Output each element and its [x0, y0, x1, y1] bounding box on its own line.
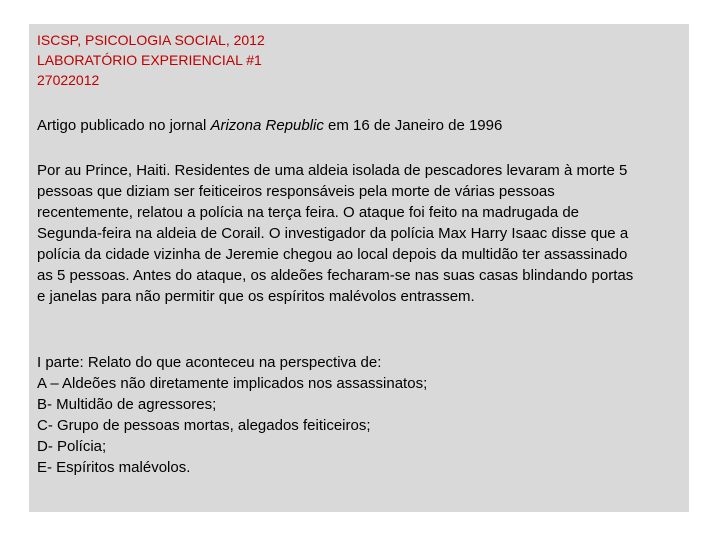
header-date-line: 27022012	[37, 72, 100, 88]
story-line: e janelas para não permitir que os espíritos malévolos entrassem.	[37, 288, 475, 305]
perspective-item: A – Aldeões não diretamente implicados nos assassinatos;	[37, 375, 428, 392]
intro-text-before: Artigo publicado no jornal	[37, 117, 211, 134]
perspective-item: E- Espíritos malévolos.	[37, 459, 191, 476]
header-lab-line: LABORATÓRIO EXPERIENCIAL #1	[37, 52, 262, 68]
header-course-line: ISCSP, PSICOLOGIA SOCIAL, 2012	[37, 32, 265, 48]
publication-name: Arizona Republic	[210, 117, 324, 134]
story-line: pessoas que diziam ser feiticeiros responsáveis pela morte de várias pessoas	[37, 183, 555, 200]
perspective-item: C- Grupo de pessoas mortas, alegados feiticeiros;	[37, 417, 371, 434]
header-block	[37, 30, 689, 90]
perspective-item: D- Polícia;	[37, 438, 107, 455]
news-story	[37, 160, 689, 307]
story-line: Segunda-feira na aldeia de Corail. O investigador da polícia Max Harry Isaac disse que a	[37, 225, 629, 242]
story-line: recentemente, relatou a polícia na terça feira. O ataque foi feito na madrugada de	[37, 204, 580, 221]
story-line: polícia da cidade vizinha de Jeremie chegou ao local depois da multidão ter assassinado	[37, 246, 628, 263]
perspective-item: B- Multidão de agressores;	[37, 396, 217, 413]
slide-panel	[29, 24, 689, 512]
perspectives-list	[37, 352, 689, 478]
story-line: Por au Prince, Haiti. Residentes de uma aldeia isolada de pescadores levaram à morte 5	[37, 162, 628, 179]
perspectives-title: I parte: Relato do que aconteceu na perspectiva de:	[37, 354, 382, 371]
article-intro	[37, 116, 689, 136]
intro-text-after: em 16 de Janeiro de 1996	[323, 117, 503, 134]
story-line: as 5 pessoas. Antes do ataque, os aldeões fecharam-se nas suas casas blindando portas	[37, 267, 634, 284]
